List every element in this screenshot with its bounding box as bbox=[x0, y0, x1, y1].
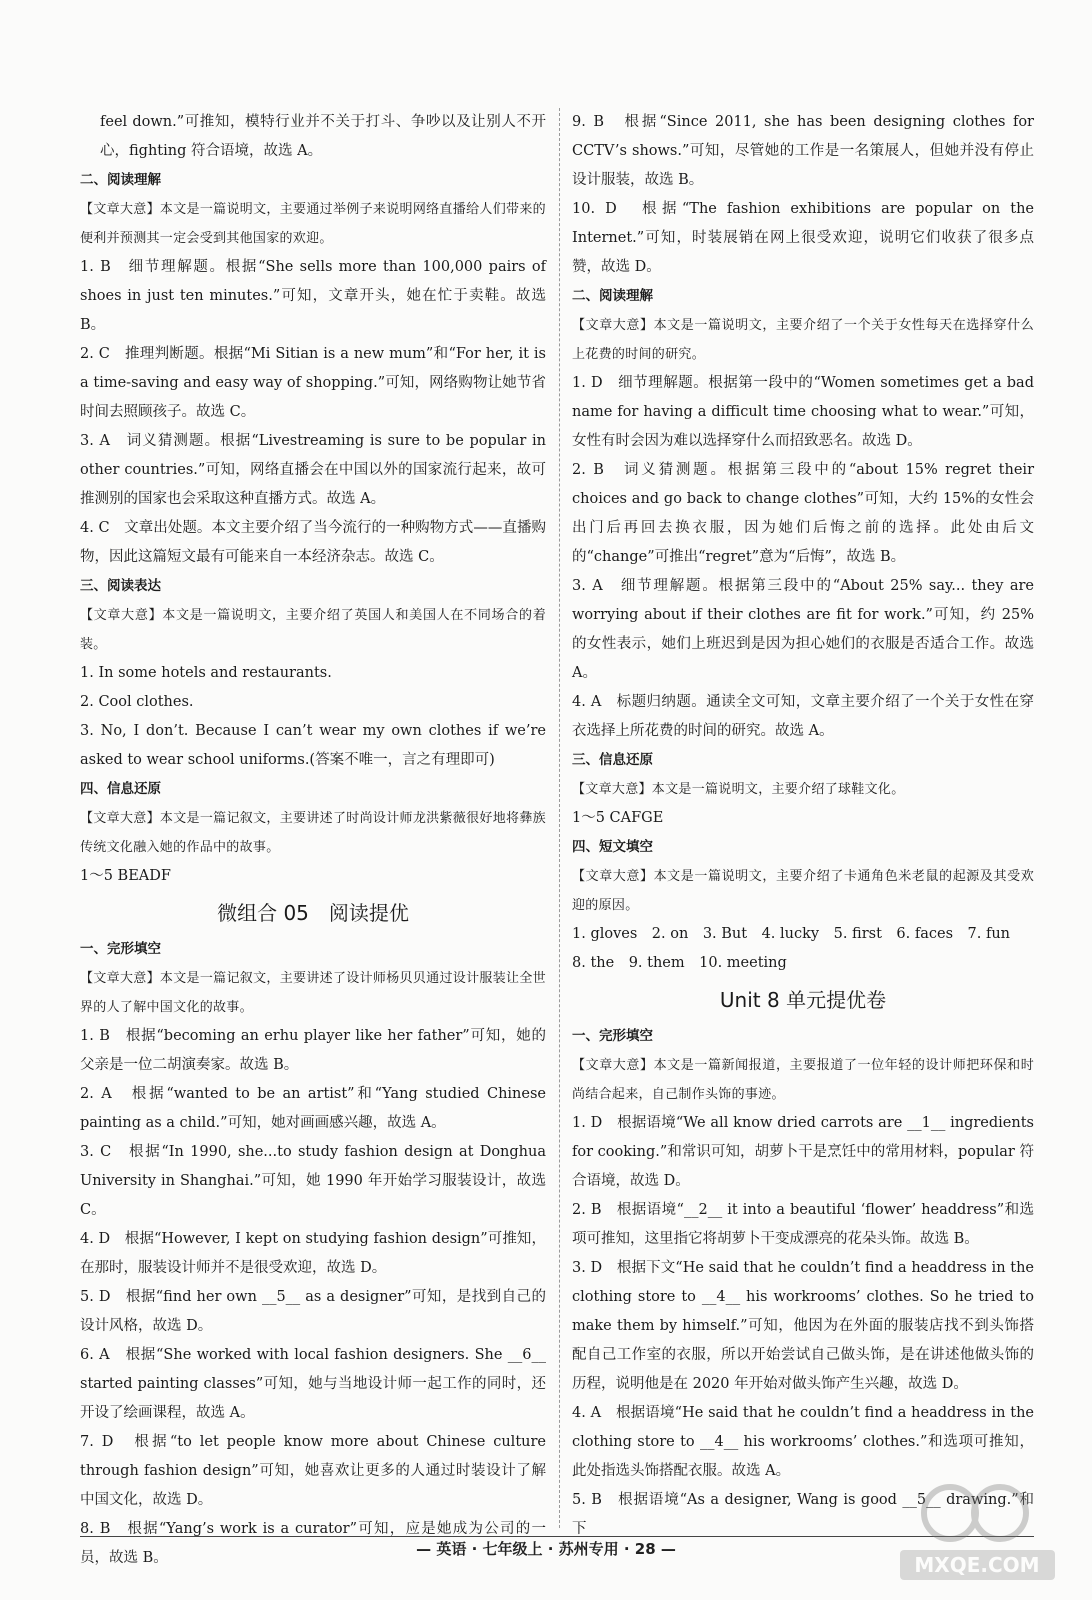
page-footer: — 英语 · 七年级上 · 苏州专用 · 28 — bbox=[416, 1540, 676, 1558]
answer-item: 2. C 推理判断题。根据“Mi Sitian is a new mum”和“For her, it is a time-saving and easy way of shopping.”可知，网络购物让她节省时间去照顾孩子。故选 C。 bbox=[80, 346, 546, 420]
watermark-logo bbox=[890, 1468, 1065, 1588]
answer-item: 6. A 根据“She worked with local fashion designers. She __6__ started painting classes”可知，她与当地设计师一起工作的同时，还开设了绘画课程，故选 A。 bbox=[80, 1347, 546, 1421]
answer-item: 3. A 细节理解题。根据第三段中的“About 25% say... they are worrying about if their clothes are fit for work.”可知，约 25%的女性表示，她们上班迟到是因为担心她们的衣服是否适合工作。故选 A。 bbox=[572, 578, 1034, 681]
answer-item: 8. the 9. them 10. meeting bbox=[572, 955, 787, 971]
subsection-title: 一、完形填空 bbox=[80, 941, 161, 957]
answer-item: 2. A 根据“wanted to be an artist”和“Yang studied Chinese painting as a child.”可知，她对画画感兴趣，故选 A。 bbox=[80, 1086, 546, 1131]
answer-item: 1. B 细节理解题。根据“She sells more than 100,000 pairs of shoes in just ten minutes.”可知，文章开头，她在忙于卖鞋。故选 B。 bbox=[80, 259, 546, 333]
subsection-title: 一、完形填空 bbox=[572, 1028, 653, 1044]
article-summary: 【文章大意】本文是一篇记叙文，主要讲述了设计师杨贝贝通过设计服装让全世界的人了解中国文化的故事。 bbox=[80, 971, 546, 1015]
column-divider bbox=[559, 108, 560, 1528]
answer-item: 1. D 细节理解题。根据第一段中的“Women sometimes get a bad name for having a difficult time choosing what to wear.”可知，女性有时会因为难以选择穿什么而招致恶名。故选 D。 bbox=[572, 375, 1034, 449]
answer-item: 10. D 根据“The fashion exhibitions are popular on the Internet.”可知，时装展销在网上很受欢迎，说明它们收获了很多点赞，故选 D。 bbox=[572, 201, 1034, 275]
answer-item: 1～5 BEADF bbox=[80, 868, 171, 884]
section-heading: 微组合 05 阅读提优 bbox=[217, 901, 409, 925]
answer-item: 4. A 根据语境“He said that he couldn’t find a headdress in the clothing store to __4__ his workrooms’ clothes.”和选项可推知，此处指选头饰搭配衣服。故选 A。 bbox=[572, 1405, 1034, 1479]
answer-item: 1. gloves 2. on 3. But 4. lucky 5. first 6. faces 7. fun bbox=[572, 926, 1011, 942]
answer-item: 1～5 CAFGE bbox=[572, 810, 664, 826]
right-column bbox=[572, 108, 1034, 1544]
article-summary: 【文章大意】本文是一篇记叙文，主要讲述了时尚设计师龙洪紫薇很好地将彝族传统文化融入她的作品中的故事。 bbox=[80, 811, 546, 855]
article-summary: 【文章大意】本文是一篇说明文，主要介绍了球鞋文化。 bbox=[572, 782, 905, 797]
subsection-title: 四、短文填空 bbox=[572, 839, 653, 855]
svg-text:MXQE.COM: MXQE.COM bbox=[914, 1553, 1040, 1577]
section-heading: Unit 8 单元提优卷 bbox=[719, 988, 887, 1012]
article-summary: 【文章大意】本文是一篇新闻报道，主要报道了一位年轻的设计师把环保和时尚结合起来，自己制作头饰的事迹。 bbox=[572, 1058, 1034, 1102]
answer-item: 3. No, I don’t. Because I can’t wear my own clothes if we’re asked to wear school uniforms.(答案不唯一，言之有理即可) bbox=[80, 723, 546, 768]
answer-item: 1. In some hotels and restaurants. bbox=[80, 665, 332, 681]
answer-item: 4. A 标题归纳题。通读全文可知，文章主要介绍了一个关于女性在穿衣选择上所花费的时间的研究。故选 A。 bbox=[572, 694, 1034, 739]
article-summary: 【文章大意】本文是一篇说明文，主要介绍了卡通角色米老鼠的起源及其受欢迎的原因。 bbox=[572, 869, 1034, 913]
answer-item: 2. B 根据语境“__2__ it into a beautiful ‘flower’ headdress”和选项可推知，这里指它将胡萝卜干变成漂亮的花朵头饰。故选 B。 bbox=[572, 1202, 1034, 1247]
answer-item: 1. B 根据“becoming an erhu player like her father”可知，她的父亲是一位二胡演奏家。故选 B。 bbox=[80, 1028, 546, 1073]
answer-item: 3. D 根据下文“He said that he couldn’t find a headdress in the clothing store to __4__ his workrooms’ clothes. So he tried to make them by himself.”可知，他因为在外面的服装店找不到头饰搭配自己工作室的衣服，所以开始尝试自己做头饰，是在讲述他做头饰的历程，说明他是在 2020 年开始对做头饰产生兴趣，故选 D。 bbox=[572, 1260, 1034, 1392]
article-summary: 【文章大意】本文是一篇说明文，主要介绍了英国人和美国人在不同场合的着装。 bbox=[80, 608, 546, 652]
answer-item: 2. B 词义猜测题。根据第三段中的“about 15% regret their choices and go back to change clothes”可知，大约 15%的女性会出门后再回去换衣服，因为她们后悔之前的选择。此处由后文的“change”可推出“regret”意为“后悔”，故选 B。 bbox=[572, 462, 1034, 565]
subsection-title: 二、阅读理解 bbox=[80, 172, 161, 188]
subsection-title: 三、信息还原 bbox=[572, 752, 653, 768]
answer-item: 7. D 根据“to let people know more about Chinese culture through fashion design”可知，她喜欢让更多的人通过时装设计了解中国文化，故选 D。 bbox=[80, 1434, 546, 1508]
article-summary: 【文章大意】本文是一篇说明文，主要通过举例子来说明网络直播给人们带来的便利并预测其一定会受到其他国家的欢迎。 bbox=[80, 202, 546, 246]
subsection-title: 二、阅读理解 bbox=[572, 288, 653, 304]
subsection-title: 三、阅读表达 bbox=[80, 578, 161, 594]
answer-item: 8. B 根据“Yang’s work is a curator”可知，应是她成为公司的一员，故选 B。 bbox=[80, 1521, 546, 1566]
answer-item: 3. C 根据“In 1990, she...to study fashion design at Donghua University in Shanghai.”可知，她 1990 年开始学习服装设计，故选 C。 bbox=[80, 1144, 546, 1218]
left-column bbox=[80, 108, 546, 1573]
subsection-title: 四、信息还原 bbox=[80, 781, 161, 797]
answer-item: 2. Cool clothes. bbox=[80, 694, 194, 710]
article-summary: 【文章大意】本文是一篇说明文，主要介绍了一个关于女性每天在选择穿什么上花费的时间的研究。 bbox=[572, 318, 1034, 362]
answer-item: 5. B 根据语境“As a designer, Wang is good __5__ drawing.”和下 bbox=[572, 1492, 1034, 1537]
answer-item: 5. D 根据“find her own __5__ as a designer”可知，是找到自己的设计风格，故选 D。 bbox=[80, 1289, 546, 1334]
answer-item: 4. D 根据“However, I kept on studying fashion design”可推知，在那时，服装设计师并不是很受欢迎，故选 D。 bbox=[80, 1231, 546, 1276]
answer-item: feel down.”可推知，模特行业并不关于打斗、争吵以及让别人不开心，fighting 符合语境，故选 A。 bbox=[100, 114, 546, 159]
answer-item: 1. D 根据语境“We all know dried carrots are __1__ ingredients for cooking.”和常识可知，胡萝卜干是烹饪中的常用材料，popular 符合语境，故选 D。 bbox=[572, 1115, 1034, 1189]
answer-item: 3. A 词义猜测题。根据“Livestreaming is sure to be popular in other countries.”可知，网络直播会在中国以外的国家流行起来，故可推测别的国家也会采取这种直播方式。故选 A。 bbox=[80, 433, 546, 507]
answer-item: 4. C 文章出处题。本文主要介绍了当今流行的一种购物方式——直播购物，因此这篇短文最有可能来自一本经济杂志。故选 C。 bbox=[80, 520, 546, 565]
answer-item: 9. B 根据“Since 2011, she has been designing clothes for CCTV’s shows.”可知，尽管她的工作是一名策展人，但她并没有停止设计服装，故选 B。 bbox=[572, 114, 1034, 188]
